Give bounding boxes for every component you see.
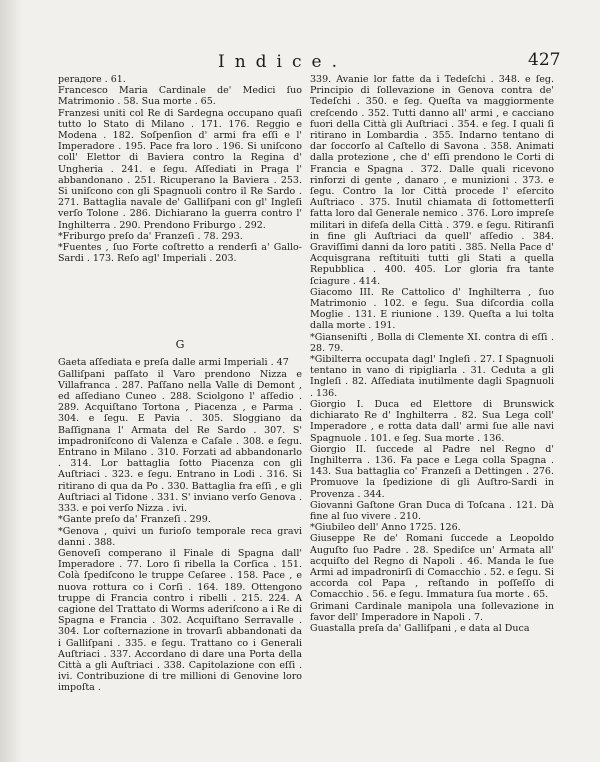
- index-entry: *Genova , quivi un furioſo temporale reca gravi danni . 388.: [58, 525, 302, 548]
- page-header-title: Indice.: [218, 52, 347, 72]
- index-entry: Grimani Cardinale manipola una ſollevazione in favor dell' Imperadore in Napoli . 7.: [310, 600, 554, 623]
- index-entry: Francesco Maria Cardinale de' Medici ſuo Matrimonio . 58. Sua morte . 65.: [58, 85, 302, 108]
- page-number: 427: [528, 50, 561, 70]
- index-entry: Genoveſi comperano il Finale di Spagna dall' Imperadore . 77. Loro ſi ribella la Corſica . 151. Colà ſpediſcono le truppe Ceſaree . 158. Pace , e nuova rottura co i Corſi . 164. 189. Ottengono truppe di Francia contro i ribelli . 215. 224. A cagione del Trattato di Worms aderiſcono a i Re di Spagna e Francia . 302. Acquiſtano Serravalle . 304. Lor coſternazione in trovarſi abbandonati da i Galliſpani . 335. e ſegu. Trattano co i Generali Auſtriaci . 337. Accordano di dare una Porta della Città a gli Auſtriaci . 338. Capitolazione con eſſi . ivi. Contribuzione di tre millioni di Genovine loro impoſta .: [58, 547, 302, 694]
- index-entry: Franzesi uniti col Re di Sardegna occupano quaſi tutto lo Stato di Milano . 171. 176. Reggio e Modena . 182. Soſpenſion d' armi fra eſſi e l' Imperadore . 195. Pace fra loro . 196. Si uniſcono coll' Elettor di Baviera contro la Regina d' Ungheria . 241. e ſegu. Aſſediati in Praga l' abbandonano . 251. Ricuperano la Baviera . 253. Si uniſcono con gli Spagnuoli contro il Re Sardo . 271. Battaglia navale de' Galliſpani con gl' Ingleſi verſo Tolone . 286. Dichiarano la guerra contro l' Inghilterra . 290. Prendono Friburgo . 292.: [58, 107, 302, 231]
- binding-shadow: [0, 0, 22, 762]
- index-entry: *Gianseniſti , Bolla di Clemente XI. contra di eſſi . 28. 79.: [310, 331, 554, 354]
- index-entry: Giorgio II. ſuccede al Padre nel Regno d' Inghilterra . 136. Fa pace e Lega colla Spagna . 143. Sua battaglia co' Franzeſi a Dettingen . 276. Promuove la ſpedizione di gli Auſtro-Sardi in Provenza . 344.: [310, 443, 554, 500]
- index-entry: Gaeta aſſediata e preſa dalle armi Imperiali . 47: [58, 357, 289, 369]
- index-entry: *Gante preſo da' Franzeſi . 299.: [58, 514, 211, 526]
- index-entry: *Gibilterra occupata dagl' Ingleſi . 27. I Spagnuoli tentano in vano di ripigliarla . 31. Ceduta a gli Ingleſi . 82. Aſſediata inutilmente dagli Spagnuoli . 136.: [310, 354, 554, 399]
- index-entry: Giorgio I. Duca ed Elettore di Brunswick dichiarato Re d' Inghilterra . 82. Sua Lega coll' Imperadore , e rotta data dall' armi ſue alle navi Spagnuole . 101. e ſeg. Sua morte . 136.: [310, 398, 554, 444]
- letter-heading: G: [175, 338, 185, 352]
- index-entry: Guastalla preſa da' Galliſpani , e data al Duca: [310, 622, 530, 634]
- index-entry: Giovanni Gaſtone Gran Duca di Toſcana . 121. Dà fine al ſuo vivere . 210.: [310, 499, 554, 522]
- index-entry: *Fuentes , ſuo Forte coſtretto a renderſi a' Gallo-Sardi . 173. Reſo agl' Imperiali . 203.: [58, 242, 302, 265]
- index-entry: perадore . 61.: [58, 74, 126, 85]
- left-column: [58, 74, 302, 694]
- index-entry: Giacomo III. Re Cattolico d' Inghilterra , ſuo Matrimonio . 102. e ſegu. Sua diſcordia colla Moglie . 131. E riunione . 139. Queſta a lui tolta dalla morte . 191.: [310, 286, 554, 332]
- index-entry: *Friburgo preſo da' Franzeſi . 78. 293.: [58, 230, 243, 242]
- index-entry: Galliſpani paſſato il Varo prendono Nizza e Villafranca . 287. Paſſano nella Valle di Demont , ed aſſediano Cuneo . 288. Sciolgono l' aſſedio . 289. Acquiſtano Tortona , Piacenza , e Parma . 304. e ſegu. E Pavia . 305. Sloggiano da Baſſignana l' Armata del Re Sardo . 307. S' impadroniſcono di Valenza e Caſale . 308. e ſegu. Entrano in Milano . 310. Forzati ad abbandonarlo . 314. Lor battaglia ſotto Piacenza con gli Auſtriaci . 323. e ſegu. Entrano in Lodi . 316. Si ritirano di qua da Po . 330. Battaglia fra eſſi , e gli Auſtriaci al Tidone . 331. S' inviano verſo Genova . 333. e poi verſo Nizza . ivi.: [58, 368, 302, 515]
- index-entry: 339. Avanie lor fatte da i Tedeſchi . 348. e ſeg. Principio di ſollevazione in Genova contra de' Tedeſchi . 350. e ſeg. Queſta va maggiormente creſcendo . 352. Tutti danno all' armi , e cacciano fuori della Città gli Auſtriaci . 354. e ſeg. I quali ſi ritirano in Lombardia . 355. Indarno tentano di dar ſoccorſo al Caſtello di Savona . 358. Animati dalla protezione , che d' eſſi prendono le Corti di Francia e Spagna . 372. Dalle quali ricevono rinforzi di gente , danaro , e munizioni . 373. e ſegu. Contro la lor Città procede l' eſercito Auſtriaco . 375. Inutil chiamata di ſottometterſi fatta loro dal Generale nemico . 376. Loro impreſe militari in difeſa della Città . 379. e ſegu. Ritiranſi in fine gli Auſtriaci da quell' aſſedio . 384. Graviſſimi danni da loro patiti . 385. Nella Pace d' Acquisgrana reſtituiti tutti gli Stati a quella Repubblica . 400. 405. Lor gloria fra tante ſciagure . 414.: [310, 74, 554, 287]
- section-spacer: [58, 264, 302, 328]
- right-column: [310, 74, 554, 634]
- index-entry: *Giubileo dell' Anno 1725. 126.: [310, 522, 461, 534]
- index-entry: Giuseppe Re de' Romani ſuccede a Leopoldo Auguſto ſuo Padre . 28. Spediſce un' Armata all' acquiſto del Regno di Napoli . 46. Manda le ſue Armi ad impadronirſi di Comacchio . 52. e ſegu. Si accorda col Papa , reſtando in poſſeſſo di Comacchio . 56. e ſegu. Immatura ſua morte . 65.: [310, 533, 554, 601]
